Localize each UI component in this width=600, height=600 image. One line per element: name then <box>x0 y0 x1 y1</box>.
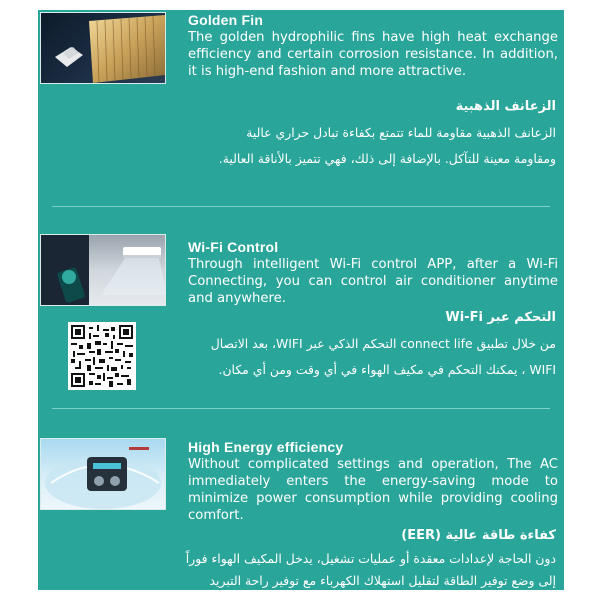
feature-energy-efficiency <box>38 428 564 590</box>
feature-wifi-control <box>38 228 564 408</box>
feature-title-ar: الزعانف الذهبية <box>455 99 556 114</box>
feature-description-ar-line1: من خلال تطبيق connect life التحكم الذكي عبر WIFI، بعد الاتصال <box>210 336 556 351</box>
feature-title-en: High Energy efficiency <box>188 439 344 455</box>
wifi-control-image <box>40 234 166 306</box>
feature-title-en: Wi-Fi Control <box>188 239 279 255</box>
feature-description-en: Without complicated settings and operation, The AC immediately enters the energy-saving mode to minimize power consumption while providing cooling comfort. <box>188 457 558 523</box>
section-divider <box>52 408 550 409</box>
feature-title-ar: كفاءة طاقة عالية (EER) <box>401 528 556 543</box>
feature-title-ar: التحكم عبر Wi-Fi <box>445 310 556 325</box>
feature-description-ar-line1: الزعانف الذهبية مقاومة للماء تتمتع بكفاءة تبادل حراري عالية <box>246 125 556 140</box>
feature-description-ar-line2: ومقاومة معينة للتآكل. بالإضافة إلى ذلك، فهي تتميز بالأناقة العالية. <box>218 151 556 166</box>
feature-description-ar-line2: إلى وضع توفير الطاقة لتقليل استهلاك الكهرباء مع توفير راحة التبريد <box>209 573 556 588</box>
feature-description-ar-line1: دون الحاجة لإعدادات معقدة أو عمليات تشغيل، يدخل المكيف الهواء فوراً <box>185 551 556 566</box>
feature-panel <box>38 10 564 590</box>
qr-code <box>68 322 136 390</box>
feature-description-en: The golden hydrophilic fins have high heat exchange efficiency and certain corrosion resistance. In addition, it is high-end fashion and more attractive. <box>188 30 558 79</box>
feature-title-en: Golden Fin <box>188 12 264 28</box>
feature-description-ar-line2: WIFI ، يمكنك التحكم في مكيف الهواء في أي وقت ومن أي مكان. <box>218 362 556 377</box>
feature-golden-fin <box>38 10 564 205</box>
section-divider <box>52 206 550 207</box>
energy-efficiency-image <box>40 438 166 510</box>
feature-description-en: Through intelligent Wi-Fi control APP, after a Wi-Fi Connecting, you can control air conditioner anytime and anywhere. <box>188 257 558 306</box>
golden-fin-image <box>40 12 166 84</box>
